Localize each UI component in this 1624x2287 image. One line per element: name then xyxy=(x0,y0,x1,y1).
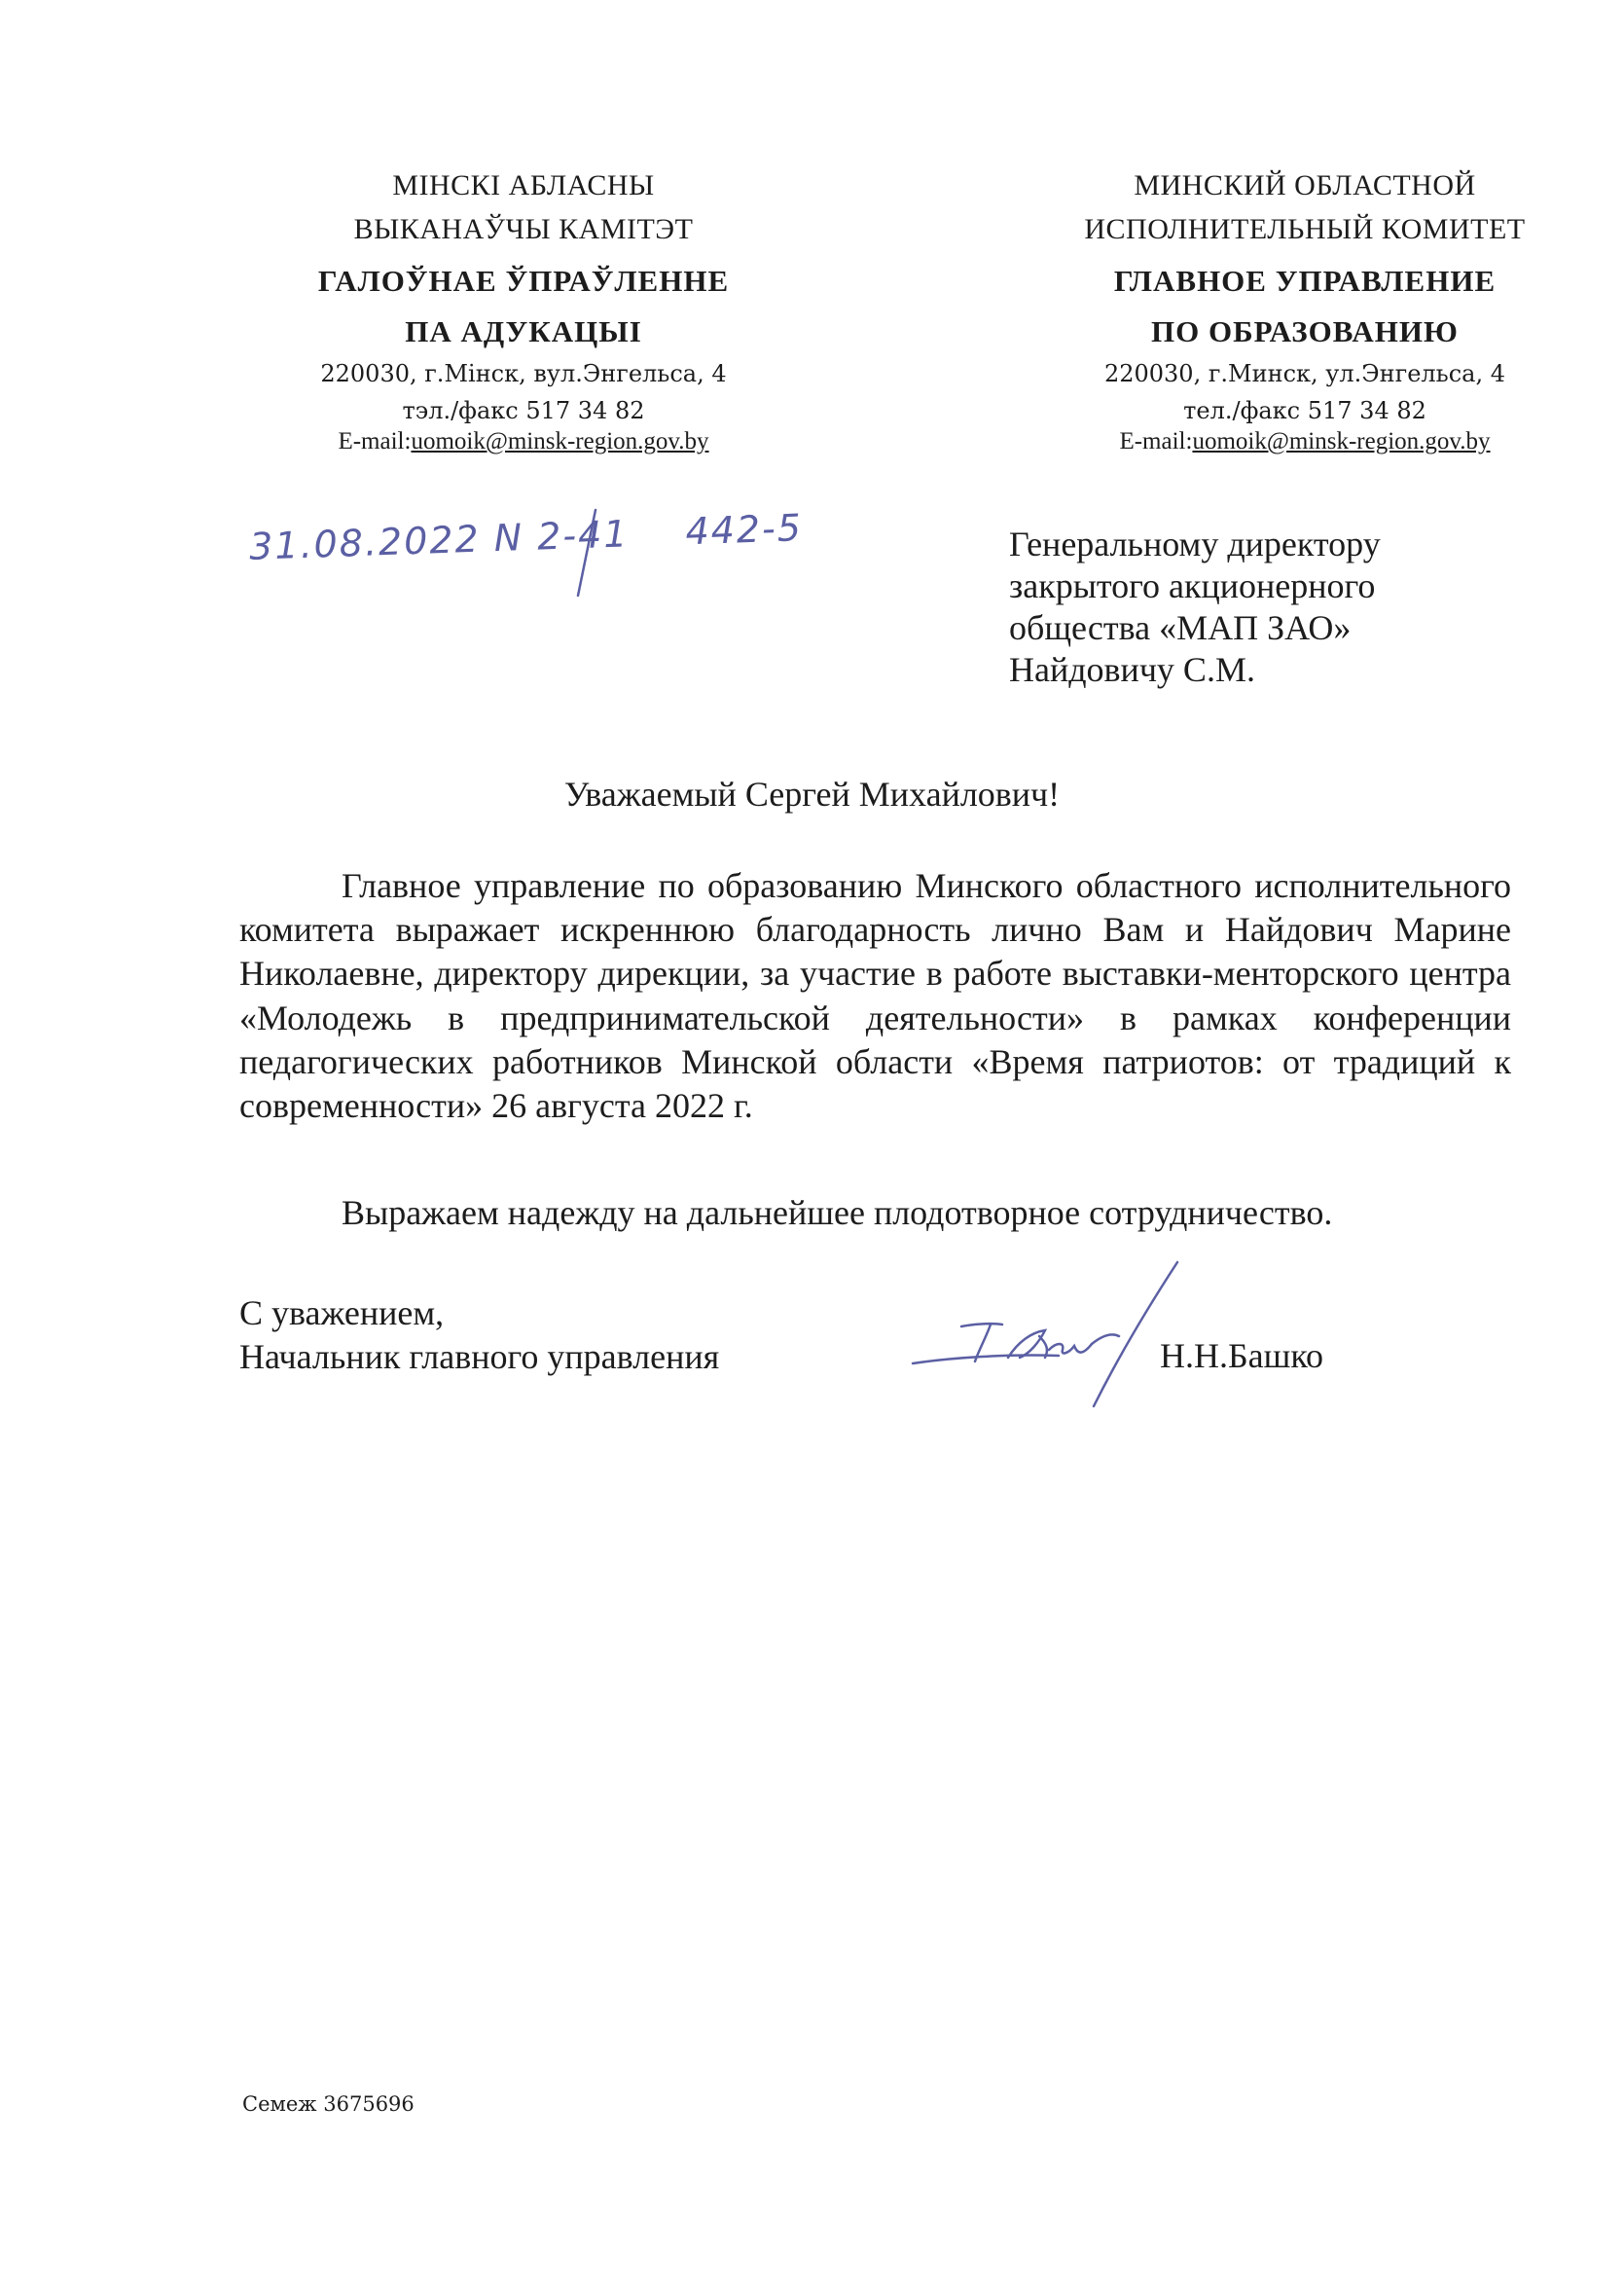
dept-name-be-line1: ГАЛОЎНАЕ ЎПРАЎЛЕННЕ xyxy=(317,264,730,298)
addressee-line4: Найдовичу С.М. xyxy=(1009,650,1255,689)
header-right xyxy=(1032,163,1577,457)
phone-ru: тел./факс 517 34 82 xyxy=(1183,397,1426,424)
email-be xyxy=(251,426,796,457)
org-name-ru-line2: ИСПОЛНИТЕЛЬНЫЙ КОМИТЕТ xyxy=(1084,213,1526,245)
registration-suffix: 442-5 xyxy=(684,506,804,554)
email-ru xyxy=(1032,426,1577,457)
email-link[interactable]: uomoik@minsk-region.gov.by xyxy=(411,428,709,454)
body-paragraph-2: Выражаем надежду на дальнейшее плодотворное сотрудничество. xyxy=(342,1193,1333,1232)
email-link[interactable]: uomoik@minsk-region.gov.by xyxy=(1192,428,1491,454)
handwritten-signature xyxy=(893,1249,1205,1414)
addressee-block xyxy=(1009,524,1381,691)
email-label: E-mail: xyxy=(1119,428,1193,454)
executor-footer: Семеж 3675696 xyxy=(242,2092,415,2116)
org-name-be-line1: МІНСКІ АБЛАСНЫ xyxy=(392,169,655,201)
closing-block xyxy=(239,1291,719,1379)
org-name-be-line2: ВЫКАНАЎЧЫ КАМІТЭТ xyxy=(353,213,694,245)
addressee-line2: закрытого акционерного xyxy=(1009,566,1376,605)
address-be: 220030, г.Мінск, вул.Энгельса, 4 xyxy=(320,360,727,387)
email-label: E-mail: xyxy=(338,428,412,454)
closing-position: Начальник главного управления xyxy=(239,1337,720,1376)
address-ru: 220030, г.Минск, ул.Энгельса, 4 xyxy=(1103,360,1506,387)
addressee-line1: Генеральному директору xyxy=(1009,525,1381,563)
addressee-line3: общества «МАП ЗАО» xyxy=(1009,608,1352,647)
dept-name-be-line2: ПА АДУКАЦЫІ xyxy=(405,314,642,348)
closing-regards: С уважением, xyxy=(239,1293,445,1332)
handwritten-slash xyxy=(572,506,601,599)
phone-be: тэл./факс 517 34 82 xyxy=(402,397,645,424)
registration-number xyxy=(248,506,803,568)
signatory-name: Н.Н.Башко xyxy=(1160,1336,1324,1375)
salutation: Уважаемый Сергей Михайлович! xyxy=(563,775,1061,814)
dept-name-ru-line2: ПО ОБРАЗОВАНИЮ xyxy=(1151,314,1459,348)
body-paragraph-1: Главное управление по образованию Минского областного исполнительного комитета выражает искреннюю благодарность лично Вам и Найдович Марине Николаевне, директору дирекции, за участие в работе выставки-менторского центра «Молодежь в предпринимательской деятельности» в рамках конференции педагогических работников Минской области «Время патриотов: от традиций к современности» 26 августа 2022 г. xyxy=(239,866,1511,1126)
header-left xyxy=(251,163,796,457)
org-name-ru-line1: МИНСКИЙ ОБЛАСТНОЙ xyxy=(1134,169,1476,201)
dept-name-ru-line1: ГЛАВНОЕ УПРАВЛЕНИЕ xyxy=(1113,264,1497,298)
registration-date-number: 31.08.2022 N 2-41 xyxy=(248,512,631,568)
